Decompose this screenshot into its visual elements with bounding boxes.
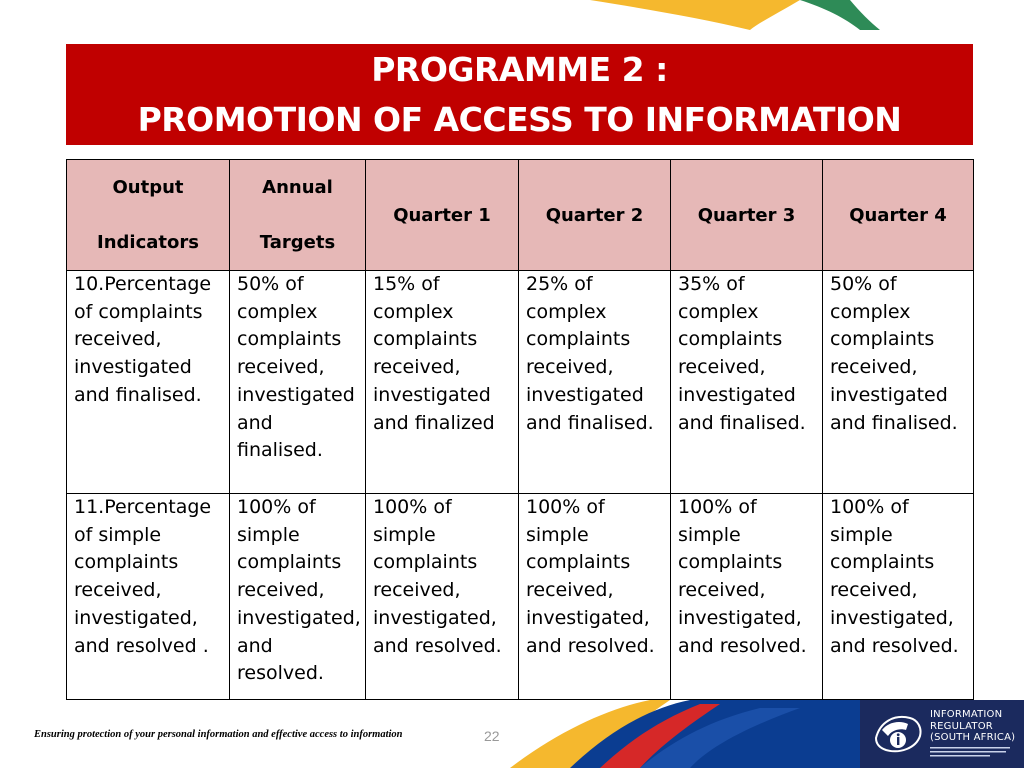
logo-tagline-lines (930, 745, 1012, 759)
header-quarter-2: Quarter 2 (519, 160, 671, 271)
cell-text-line: finalised. (237, 439, 323, 462)
page-title-line-2: PROMOTION OF ACCESS TO INFORMATION (137, 99, 902, 139)
cell-text-line: investigated, (526, 606, 650, 629)
cell-text-line: resolved. (237, 662, 324, 685)
title-banner (66, 44, 973, 145)
table-cell (671, 494, 823, 700)
table-cell (230, 494, 366, 700)
cell-text-line: complaints (678, 551, 783, 574)
cell-text-line: simple (678, 523, 741, 546)
footer-tagline: Ensuring protection of your personal information and effective access to information (34, 729, 403, 740)
header-quarter-1: Quarter 1 (366, 160, 519, 271)
cell-text-line: 100% of (678, 496, 757, 518)
cell-text-line: complex (373, 300, 454, 323)
cell-text-line: complaints (373, 328, 478, 351)
cell-text-line: received, (237, 579, 325, 602)
targets-table (66, 159, 974, 700)
cell-text-line: 100% of (373, 496, 452, 518)
cell-text-line: received, (830, 356, 918, 379)
cell-text-line: investigated, (678, 606, 802, 629)
table-header-row (67, 160, 974, 271)
cell-text-line: 11.Percentage (74, 496, 212, 518)
header-output-indicators (67, 160, 230, 271)
table-cell (366, 271, 519, 494)
table-cell (823, 271, 974, 494)
cell-text-line: complaints (74, 551, 179, 574)
cell-text-line: simple (526, 523, 589, 546)
cell-text-line: investigated (373, 383, 491, 406)
table-cell (823, 494, 974, 700)
table-cell (519, 494, 671, 700)
cell-text-line: complex (526, 300, 607, 323)
header-text: Indicators (97, 232, 199, 253)
cell-text-line: and finalised. (74, 383, 202, 406)
logo-line: REGULATOR (930, 720, 993, 732)
cell-text-line: investigated (237, 383, 355, 406)
cell-text-line: received, (74, 579, 162, 602)
information-regulator-logo (860, 700, 1024, 768)
cell-text-line: 100% of (237, 496, 316, 518)
header-quarter-4: Quarter 4 (823, 160, 974, 271)
header-annual-targets (230, 160, 366, 271)
cell-text-line: and resolved. (373, 634, 502, 657)
cell-text-line: 15% of (373, 273, 440, 295)
cell-text-line: complaints (526, 328, 631, 351)
cell-text-line: complaints (678, 328, 783, 351)
cell-text-line: 100% of (526, 496, 605, 518)
cell-text-line: investigated (526, 383, 644, 406)
table-cell (67, 271, 230, 494)
cell-text-line: 35% of (678, 273, 745, 295)
table-cell (671, 271, 823, 494)
cell-text-line: investigated (678, 383, 796, 406)
cell-text-line: investigated, (74, 606, 198, 629)
cell-text-line: received, (526, 579, 614, 602)
page-number: 22 (484, 728, 500, 744)
cell-text-line: received, (678, 356, 766, 379)
header-text: Output (112, 177, 184, 198)
cell-text-line: received, (526, 356, 614, 379)
cell-text-line: complex (830, 300, 911, 323)
table-row (67, 271, 974, 494)
cell-text-line: of complaints (74, 300, 203, 323)
cell-text-line: complaints (830, 328, 935, 351)
table-cell (67, 494, 230, 700)
cell-text-line: 50% of (830, 273, 897, 295)
header-text: Annual (262, 177, 333, 198)
logo-line: (SOUTH AFRICA) (930, 732, 1016, 743)
cell-text-line: and resolved . (74, 634, 209, 657)
cell-text-line: simple (373, 523, 436, 546)
table-row (67, 494, 974, 700)
cell-text-line: 50% of (237, 273, 304, 295)
regulator-emblem-icon (870, 708, 926, 760)
cell-text-line: and resolved. (526, 634, 655, 657)
cell-text-line: complex (237, 300, 318, 323)
cell-text-line: complaints (237, 328, 342, 351)
cell-text-line: and finalised. (830, 411, 958, 434)
table-cell (230, 271, 366, 494)
top-flag-swoosh (0, 0, 1024, 40)
cell-text-line: received, (373, 579, 461, 602)
page-title-line-1: PROGRAMME 2 : (371, 49, 668, 89)
cell-text-line: 100% of (830, 496, 909, 518)
cell-text-line: investigated (830, 383, 948, 406)
cell-text-line: complex (678, 300, 759, 323)
cell-text-line: complaints (373, 551, 478, 574)
cell-text-line: and (237, 411, 273, 434)
cell-text-line: simple (830, 523, 893, 546)
header-quarter-3: Quarter 3 (671, 160, 823, 271)
cell-text-line: received, (237, 356, 325, 379)
cell-text-line: received, (678, 579, 766, 602)
cell-text-line: complaints (237, 551, 342, 574)
cell-text-line: investigated (74, 356, 192, 379)
cell-text-line: investigated, (237, 606, 361, 629)
cell-text-line: received, (830, 579, 918, 602)
header-text: Targets (259, 232, 336, 253)
cell-text-line: and resolved. (678, 634, 807, 657)
cell-text-line: simple (237, 523, 300, 546)
cell-text-line: of simple (74, 523, 162, 546)
cell-text-line: and resolved. (830, 634, 959, 657)
cell-text-line: 25% of (526, 273, 593, 295)
cell-text-line: complaints (830, 551, 935, 574)
cell-text-line: received, (373, 356, 461, 379)
cell-text-line: and (237, 634, 273, 657)
logo-line: INFORMATION (930, 709, 1003, 720)
cell-text-line: 10.Percentage (74, 273, 212, 295)
logo-text (930, 709, 1015, 744)
table-cell (366, 494, 519, 700)
cell-text-line: and finalised. (678, 411, 806, 434)
cell-text-line: complaints (526, 551, 631, 574)
cell-text-line: and finalised. (526, 411, 654, 434)
cell-text-line: received, (74, 328, 162, 351)
cell-text-line: and finalized (373, 411, 495, 434)
cell-text-line: investigated, (373, 606, 497, 629)
table-cell (519, 271, 671, 494)
cell-text-line: investigated, (830, 606, 954, 629)
